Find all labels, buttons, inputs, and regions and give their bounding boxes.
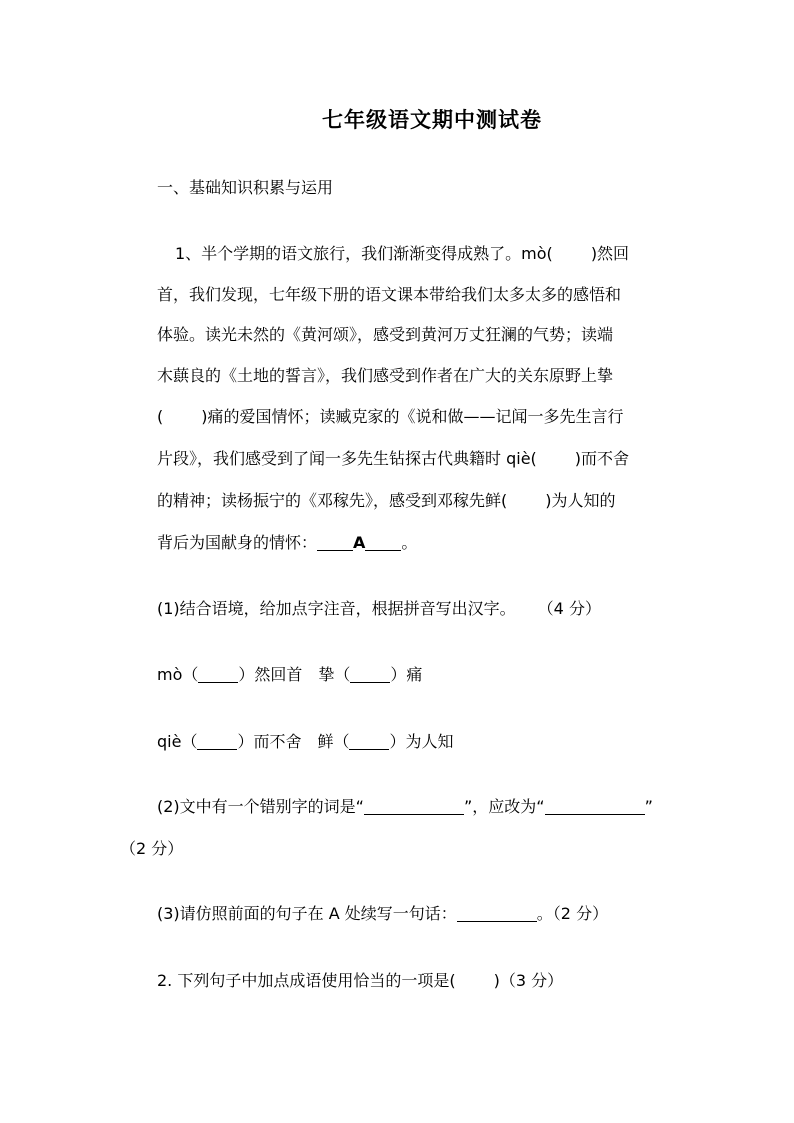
question-1-1 — [157, 596, 601, 619]
score-label: （4 分） — [537, 599, 601, 618]
question-text: (2)文中有一个错别字的词是“ — [157, 797, 364, 816]
word-label: ）而不舍 — [237, 732, 302, 751]
word-label: ）痛 — [390, 665, 423, 684]
question-text: 。（2 分） — [536, 904, 609, 923]
question-text: ” — [644, 797, 653, 816]
passage-text: 1、半个学期的语文旅行，我们渐渐变得成熟了。mò( — [175, 244, 553, 263]
char-label: 鲜（ — [317, 732, 350, 751]
pinyin-label: mò（ — [157, 665, 199, 684]
passage-text: ( — [157, 407, 164, 426]
pinyin-row-1 — [157, 662, 422, 685]
question-text: 2. 下列句子中加点成语使用恰当的一项是( — [157, 971, 456, 990]
pinyin-label: qiè（ — [157, 732, 198, 751]
answer-blank[interactable] — [198, 666, 238, 683]
passage-text: 。 — [401, 533, 418, 552]
passage-line-3: 体验。读光未然的《黄河颂》，感受到黄河万丈狂澜的气势；读端 — [157, 325, 614, 344]
question-1-3 — [157, 901, 608, 924]
pinyin-row-2 — [157, 729, 454, 752]
question-1-2 — [157, 794, 653, 817]
answer-blank[interactable] — [197, 733, 237, 750]
passage-line-4: 木蕻良的《土地的誓言》，我们感受到作者在广大的关东原野上挚 — [157, 366, 614, 385]
answer-blank[interactable] — [364, 798, 464, 815]
passage-text: )痛的爱国情怀；读臧克家的《说和做——记闻一多先生言行 — [201, 407, 624, 426]
passage-line-5 — [157, 404, 624, 427]
answer-blank[interactable] — [457, 905, 537, 922]
passage-text: )而不舍 — [574, 449, 630, 468]
passage-text: 背后为国献身的情怀： — [157, 533, 318, 552]
blank-marker-a: A — [353, 533, 366, 552]
passage-text: 的精神；读杨振宁的《邓稼先》，感受到邓稼先鲜( — [157, 491, 508, 510]
question-text: (3)请仿照前面的句子在 A 处续写一句话： — [157, 904, 457, 923]
section-heading: 一、基础知识积累与运用 — [157, 178, 334, 197]
passage-line-7 — [157, 488, 616, 511]
passage-line-2: 首，我们发现，七年级下册的语文课本带给我们太多太多的感悟和 — [157, 285, 622, 304]
exam-title: 七年级语文期中测试卷 — [322, 107, 542, 132]
passage-text: )为人知的 — [545, 491, 616, 510]
answer-blank[interactable] — [545, 798, 645, 815]
word-label: ）为人知 — [389, 732, 454, 751]
question-text: ”，应改为“ — [463, 797, 545, 816]
passage-line-6 — [157, 446, 629, 469]
answer-blank[interactable] — [365, 534, 401, 551]
passage-text: )然回 — [590, 244, 630, 263]
question-2 — [157, 968, 563, 991]
passage-text: 片段》，我们感受到了闻一多先生钻探古代典籍时 qiè( — [157, 449, 537, 468]
question-1-2-score: （2 分） — [120, 839, 184, 858]
char-label: 挚（ — [318, 665, 351, 684]
answer-blank[interactable] — [349, 733, 389, 750]
passage-line-1 — [175, 241, 629, 264]
question-text: (1)结合语境，给加点字注音，根据拼音写出汉字。 — [157, 599, 516, 618]
answer-blank[interactable] — [350, 666, 390, 683]
passage-line-8 — [157, 530, 417, 553]
answer-blank[interactable] — [317, 534, 353, 551]
word-label: ）然回首 — [238, 665, 303, 684]
question-text: )（3 分） — [493, 971, 564, 990]
